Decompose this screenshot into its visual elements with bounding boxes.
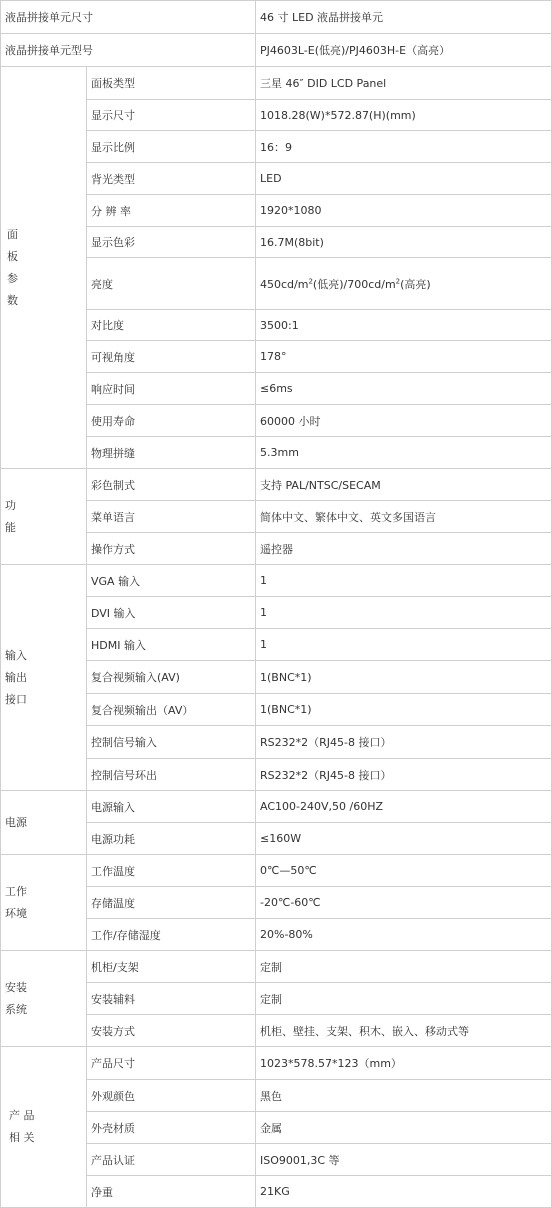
row-label: 液晶拼接单元尺寸 bbox=[1, 1, 256, 34]
item-value: 16：9 bbox=[256, 131, 552, 163]
item-label: 控制信号环出 bbox=[87, 759, 256, 791]
item-label: DVI 输入 bbox=[87, 597, 256, 629]
item-label: 背光类型 bbox=[87, 163, 256, 195]
item-label: 工作温度 bbox=[87, 855, 256, 887]
item-value: 60000 小时 bbox=[256, 405, 552, 437]
item-value: 三星 46″ DID LCD Panel bbox=[256, 67, 552, 100]
item-value: -20℃-60℃ bbox=[256, 887, 552, 919]
item-label: 存储温度 bbox=[87, 887, 256, 919]
item-value: 0℃—50℃ bbox=[256, 855, 552, 887]
item-value: 20%-80% bbox=[256, 919, 552, 951]
item-value: 1920*1080 bbox=[256, 195, 552, 227]
group-label-environment bbox=[1, 855, 87, 951]
item-value: 1023*578.57*123（mm） bbox=[256, 1047, 552, 1080]
item-label: 外壳材质 bbox=[87, 1112, 256, 1144]
group-label-text: 面 板 参 数 bbox=[7, 227, 18, 307]
item-label: 产品尺寸 bbox=[87, 1047, 256, 1080]
item-label: 菜单语言 bbox=[87, 501, 256, 533]
item-value: 3500:1 bbox=[256, 310, 552, 341]
item-value: 5.3mm bbox=[256, 437, 552, 469]
table-row bbox=[1, 1047, 552, 1080]
item-label: 工作/存储湿度 bbox=[87, 919, 256, 951]
item-label: 对比度 bbox=[87, 310, 256, 341]
item-label: 操作方式 bbox=[87, 533, 256, 565]
item-label: 控制信号输入 bbox=[87, 726, 256, 759]
table-row bbox=[1, 791, 552, 823]
item-value: 178° bbox=[256, 341, 552, 373]
row-value: PJ4603L-E(低亮)/PJ4603H-E（高亮） bbox=[256, 34, 552, 67]
item-value: 简体中文、繁体中文、英文多国语言 bbox=[256, 501, 552, 533]
group-label-installation bbox=[1, 951, 87, 1047]
item-label: 亮度 bbox=[87, 258, 256, 310]
group-label-function bbox=[1, 469, 87, 565]
item-label: 机柜/支架 bbox=[87, 951, 256, 983]
item-label: 复合视频输出（AV） bbox=[87, 694, 256, 726]
item-value: 遥控器 bbox=[256, 533, 552, 565]
item-value: 金属 bbox=[256, 1112, 552, 1144]
item-label: 分 辨 率 bbox=[87, 195, 256, 227]
row-value: 46 寸 LED 液晶拼接单元 bbox=[256, 1, 552, 34]
item-value: 1(BNC*1) bbox=[256, 694, 552, 726]
group-label-text: 输入 输出 接口 bbox=[5, 648, 27, 706]
item-label: VGA 输入 bbox=[87, 565, 256, 597]
table-row bbox=[1, 565, 552, 597]
group-label-text: 电源 bbox=[5, 815, 27, 829]
item-value: 16.7M(8bit) bbox=[256, 227, 552, 258]
item-value: RS232*2（RJ45-8 接口） bbox=[256, 759, 552, 791]
item-label: 安装方式 bbox=[87, 1015, 256, 1047]
row-label: 液晶拼接单元型号 bbox=[1, 34, 256, 67]
item-value: 1(BNC*1) bbox=[256, 661, 552, 694]
group-label-text: 工作 环境 bbox=[5, 884, 27, 920]
item-value: ISO9001,3C 等 bbox=[256, 1144, 552, 1176]
item-label: 电源功耗 bbox=[87, 823, 256, 855]
item-value: 1 bbox=[256, 597, 552, 629]
group-label-io bbox=[1, 565, 87, 791]
brightness-low-unit-exp: 2 bbox=[308, 276, 313, 285]
item-value: 机柜、壁挂、支架、积木、嵌入、移动式等 bbox=[256, 1015, 552, 1047]
table-row bbox=[1, 1, 552, 34]
item-label: 安装辅料 bbox=[87, 983, 256, 1015]
table-row bbox=[1, 951, 552, 983]
item-label: 电源输入 bbox=[87, 791, 256, 823]
item-value: 定制 bbox=[256, 983, 552, 1015]
group-label-panel bbox=[1, 67, 87, 469]
item-label: 显示色彩 bbox=[87, 227, 256, 258]
table-row bbox=[1, 34, 552, 67]
item-label: HDMI 输入 bbox=[87, 629, 256, 661]
item-value: 黑色 bbox=[256, 1080, 552, 1112]
item-label: 外观颜色 bbox=[87, 1080, 256, 1112]
brightness-high-suffix: (高亮) bbox=[400, 277, 431, 291]
item-label: 面板类型 bbox=[87, 67, 256, 100]
item-label: 使用寿命 bbox=[87, 405, 256, 437]
item-value: 1018.28(W)*572.87(H)(mm) bbox=[256, 100, 552, 131]
group-label-text: 产 品 相 关 bbox=[9, 1109, 35, 1144]
brightness-low-value: 450cd/m bbox=[260, 277, 309, 291]
item-value: 1 bbox=[256, 629, 552, 661]
item-value: 1 bbox=[256, 565, 552, 597]
table-row bbox=[1, 469, 552, 501]
item-value: AC100-240V,50 /60HZ bbox=[256, 791, 552, 823]
item-label: 响应时间 bbox=[87, 373, 256, 405]
table-row bbox=[1, 855, 552, 887]
item-value: 支持 PAL/NTSC/SECAM bbox=[256, 469, 552, 501]
item-label: 产品认证 bbox=[87, 1144, 256, 1176]
group-label-product bbox=[1, 1047, 87, 1208]
item-label: 物理拼缝 bbox=[87, 437, 256, 469]
item-value: 定制 bbox=[256, 951, 552, 983]
item-label: 显示比例 bbox=[87, 131, 256, 163]
item-value: LED bbox=[256, 163, 552, 195]
item-label: 可视角度 bbox=[87, 341, 256, 373]
item-label: 彩色制式 bbox=[87, 469, 256, 501]
item-value: ≤6ms bbox=[256, 373, 552, 405]
group-label-text: 功 能 bbox=[5, 498, 16, 534]
brightness-high-unit-exp: 2 bbox=[395, 276, 401, 285]
item-value bbox=[256, 258, 552, 310]
brightness-high-value: (低亮)/700cd/m bbox=[312, 277, 396, 291]
group-label-power bbox=[1, 791, 87, 855]
item-value: RS232*2（RJ45-8 接口） bbox=[256, 726, 552, 759]
item-label: 复合视频输入(AV) bbox=[87, 661, 256, 694]
item-value: ≤160W bbox=[256, 823, 552, 855]
item-label: 显示尺寸 bbox=[87, 100, 256, 131]
item-label: 净重 bbox=[87, 1176, 256, 1208]
table-row bbox=[1, 67, 552, 100]
group-label-text: 安装 系统 bbox=[5, 980, 27, 1016]
item-value: 21KG bbox=[256, 1176, 552, 1208]
